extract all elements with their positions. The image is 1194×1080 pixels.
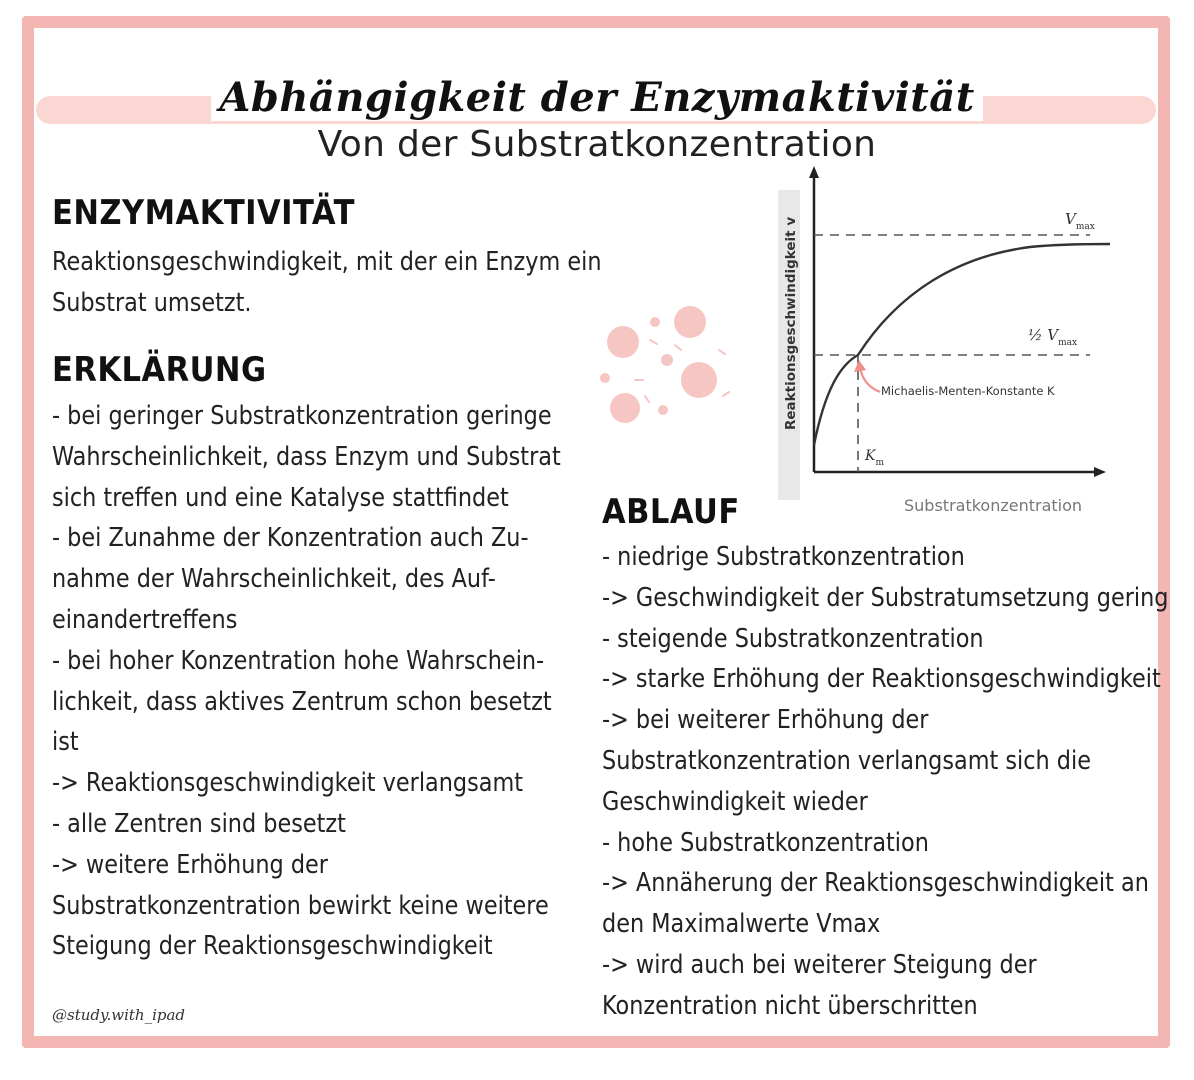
text-line: -> starke Erhöhung der Reaktionsgeschwindigkeit bbox=[602, 664, 1161, 695]
decor-circle bbox=[658, 405, 668, 415]
decor-circle bbox=[600, 373, 610, 383]
text-line: den Maximalwerte Vmax bbox=[602, 909, 881, 940]
half-vmax-label bbox=[1028, 326, 1077, 348]
text-line: -> weitere Erhöhung der bbox=[52, 849, 329, 880]
text-line: lichkeit, dass aktives Zentrum schon besetzt bbox=[52, 686, 552, 717]
text-line: - bei Zunahme der Konzentration auch Zu- bbox=[52, 523, 529, 554]
text-line: - niedrige Substratkonzentration bbox=[602, 542, 965, 572]
watermark: @study.with_ipad bbox=[52, 1006, 186, 1024]
heading-enzymaktivitaet: ENZYMAKTIVITÄT bbox=[52, 193, 356, 233]
text-line: Wahrscheinlichkeit, dass Enzym und Substrat bbox=[52, 441, 561, 472]
heading-ablauf: ABLAUF bbox=[602, 492, 740, 532]
decor-dash bbox=[645, 396, 649, 402]
km-label bbox=[864, 448, 884, 468]
decor-circle bbox=[661, 354, 673, 366]
text-line: Steigung der Reaktionsgeschwindigkeit bbox=[52, 931, 493, 962]
page-title: Abhängigkeit der Enzymaktivität bbox=[0, 74, 1194, 121]
text-line: Substratkonzentration bewirkt keine weitere bbox=[52, 890, 549, 921]
text-line: -> Reaktionsgeschwindigkeit verlangsamt bbox=[52, 768, 524, 799]
text-line: -> Annäherung der Reaktionsgeschwindigkeit an bbox=[602, 868, 1149, 899]
text-line: - alle Zentren sind besetzt bbox=[52, 808, 346, 839]
decor-dash bbox=[675, 345, 681, 350]
x-axis-arrow-icon bbox=[1094, 467, 1106, 477]
decor-dash bbox=[650, 340, 657, 344]
km-label-main: K bbox=[865, 448, 876, 464]
text-line: -> bei weiterer Erhöhung der bbox=[602, 705, 929, 736]
decor-circle bbox=[681, 362, 717, 398]
annotation-arrow-head-icon bbox=[854, 360, 866, 372]
half-vmax-label-main: ½ V bbox=[1028, 326, 1059, 344]
annotation-arrow bbox=[860, 367, 880, 392]
half-vmax-label-sub: max bbox=[1058, 338, 1078, 348]
text-line: Geschwindigkeit wieder bbox=[602, 786, 868, 817]
text-line: Konzentration nicht überschritten bbox=[602, 990, 978, 1021]
text-line: einandertreffens bbox=[52, 604, 238, 635]
text-erklaerung bbox=[52, 396, 561, 967]
text-line: - bei geringer Substratkonzentration geringe bbox=[52, 401, 552, 431]
michaelis-menten-annotation: Michaelis-Menten-Konstante K bbox=[881, 384, 1055, 398]
text-line: -> wird auch bei weiterer Steigung der bbox=[602, 949, 1037, 980]
decor-dash bbox=[719, 350, 725, 354]
vmax-label-sub: max bbox=[1075, 222, 1095, 232]
text-line: Substratkonzentration verlangsamt sich die bbox=[602, 745, 1091, 776]
decor-circle bbox=[610, 393, 640, 423]
y-axis-label: Reaktionsgeschwindigkeit v bbox=[783, 216, 799, 430]
michaelis-menten-graph bbox=[770, 160, 1110, 522]
x-axis-label: Substratkonzentration bbox=[904, 496, 1083, 515]
text-ablauf bbox=[602, 537, 1168, 1027]
text-enzymaktivitaet bbox=[52, 242, 602, 324]
text-line: Substrat umsetzt. bbox=[52, 287, 252, 318]
text-line: ist bbox=[52, 727, 79, 758]
decorative-circles bbox=[595, 300, 735, 430]
text-line: - bei hoher Konzentration hohe Wahrschein- bbox=[52, 645, 545, 676]
decor-circle bbox=[607, 326, 639, 358]
decor-circle bbox=[674, 306, 706, 338]
heading-erklaerung: ERKLÄRUNG bbox=[52, 350, 267, 390]
vmax-label-main: V bbox=[1065, 210, 1076, 228]
text-line: - steigende Substratkonzentration bbox=[602, 623, 984, 654]
text-line: Reaktionsgeschwindigkeit, mit der ein Enzym ein bbox=[52, 247, 602, 277]
page-subtitle: Von der Substratkonzentration bbox=[317, 124, 877, 165]
decor-dash bbox=[723, 392, 729, 396]
text-line: nahme der Wahrscheinlichkeit, des Auf- bbox=[52, 564, 496, 595]
text-line: - hohe Substratkonzentration bbox=[602, 827, 929, 858]
decor-circle bbox=[650, 317, 660, 327]
text-line: sich treffen und eine Katalyse stattfindet bbox=[52, 482, 509, 513]
vmax-label bbox=[1065, 210, 1095, 232]
y-axis-arrow-icon bbox=[809, 166, 819, 178]
text-line: -> Geschwindigkeit der Substratumsetzung gering bbox=[602, 582, 1169, 613]
km-label-sub: m bbox=[875, 458, 885, 468]
